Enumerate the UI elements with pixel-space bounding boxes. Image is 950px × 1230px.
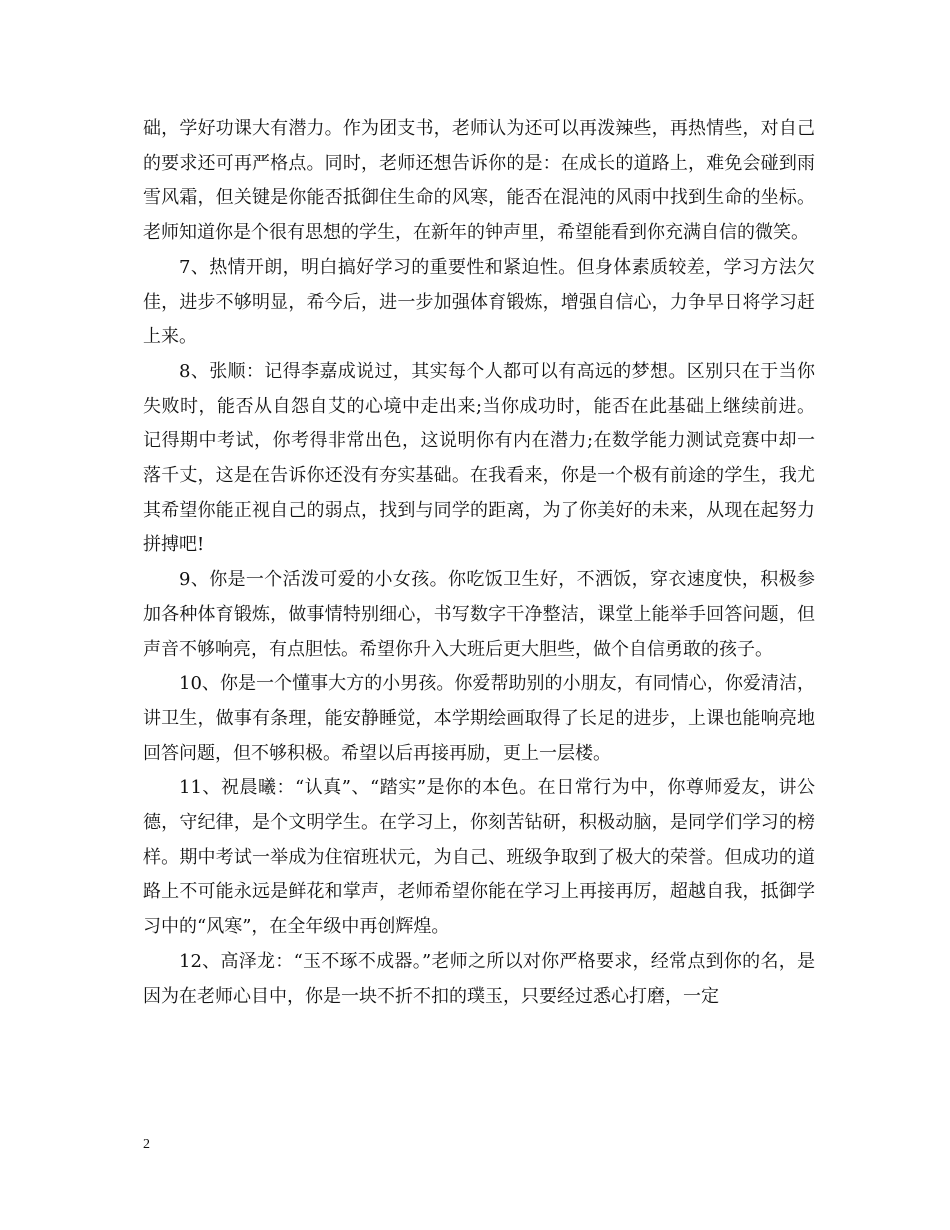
paragraph-item-8: 8、张顺：记得李嘉成说过，其实每个人都可以有高远的梦想。区别只在于当你失败时，能否从自怨自艾的心境中走出来;当你成功时，能否在此基础上继续前进。记得期中考试，你考得非常出色，这说明你有内在潜力;在数学能力测试竞赛中却一落千丈，这是在告诉你还没有夯实基础。在我看来，你是一个极有前途的学生，我尤其希望你能正视自己的弱点，找到与同学的距离，为了你美好的未来，从现在起努力拼搏吧! (143, 360, 815, 556)
paragraph-item-11: 11、祝晨曦：“认真”、“踏实”是你的本色。在日常行为中，你尊师爱友，讲公德，守纪律，是个文明学生。在学习上，你刻苦钻研，积极动脑，是同学们学习的榜样。期中考试一举成为住宿班状元，为自己、班级争取到了极大的荣誉。但成功的道路上不可能永远是鲜花和掌声，老师希望你能在学习上再接再厉，超越自我，抵御学习中的“风寒”，在全年级中再创辉煌。 (143, 777, 815, 938)
paragraph-item-7: 7、热情开朗，明白搞好学习的重要性和紧迫性。但身体素质较差，学习方法欠佳，进步不够明显，希今后，进一步加强体育锻炼，增强自信心，力争早日将学习赶上来。 (143, 256, 815, 348)
paragraph-item-10: 10、你是一个懂事大方的小男孩。你爱帮助别的小朋友，有同情心，你爱清洁，讲卫生，做事有条理，能安静睡觉，本学期绘画取得了长足的进步，上课也能响亮地回答问题，但不够积极。希望以后再接再励，更上一层楼。 (143, 673, 815, 764)
document-body (143, 112, 815, 1014)
paragraph-item-12: 12、高泽龙：“玉不琢不成器。”老师之所以对你严格要求，经常点到你的名，是因为在老师心目中，你是一块不折不扣的璞玉，只要经过悉心打磨，一定 (143, 950, 815, 1007)
paragraph-item-9: 9、你是一个活泼可爱的小女孩。你吃饭卫生好，不洒饭，穿衣速度快，积极参加各种体育锻炼，做事情特别细心，书写数字干净整洁，课堂上能举手回答问题，但声音不够响亮，有点胆怯。希望你升入大班后更大胆些，做个自信勇敢的孩子。 (143, 569, 815, 660)
paragraph-continuation: 础，学好功课大有潜力。作为团支书，老师认为还可以再泼辣些，再热情些，对自己的要求还可再严格点。同时，老师还想告诉你的是：在成长的道路上，难免会碰到雨雪风霜，但关键是你能否抵御住生命的风寒，能否在混沌的风雨中找到生命的坐标。老师知道你是个很有思想的学生，在新年的钟声里，希望能看到你充满自信的微笑。 (143, 118, 815, 244)
page-number: 2 (143, 1137, 150, 1152)
